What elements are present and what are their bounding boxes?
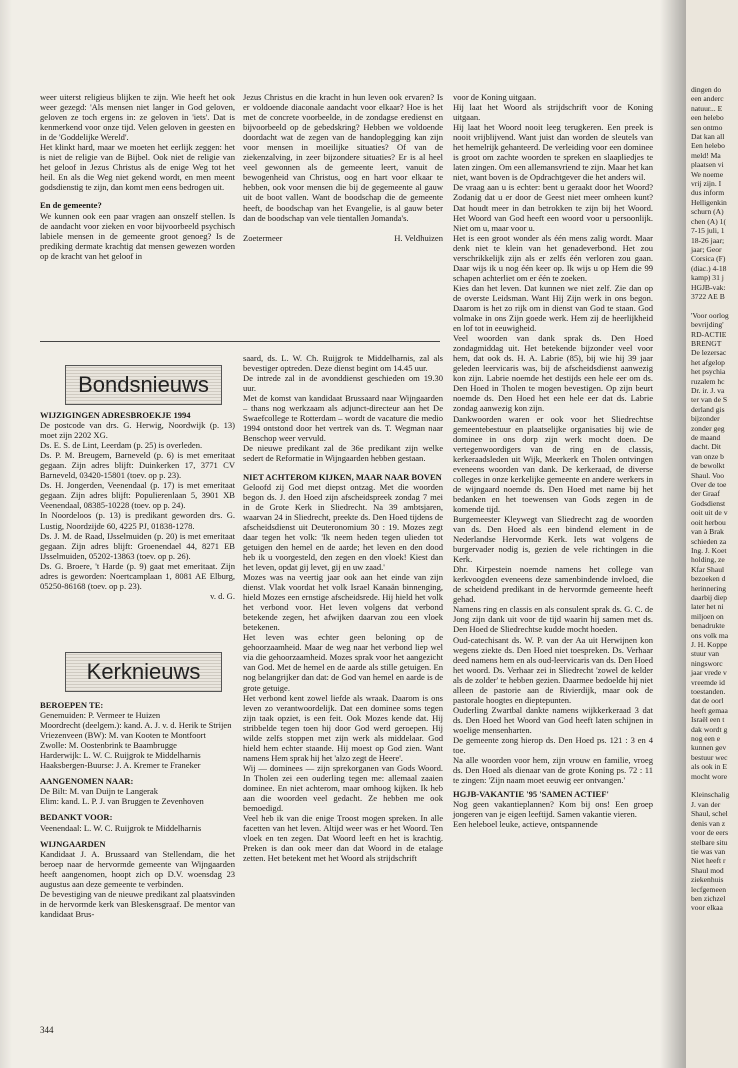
list-item: De Bilt: M. van Duijn te Langerak [40,786,158,797]
paragraph: Namens ring en classis en als consulent sprak ds. G. C. de Jong zijn dank uit voor de tijd waarin hij samen met ds. Den Hoed de Sliedrechtse kudde mocht hoeden. [453,604,653,635]
paragraph: Hij laat het Woord als strijdschrift voor de Koning uitgaan. [453,102,653,123]
facing-page-line: HGJB-vak: [691,282,726,292]
facing-page-line: Een helebo [691,141,725,151]
paragraph: Nog geen vakantieplannen? Kom bij ons! Een groep jongeren van je eigen leeftijd. Samen vakantie vieren. [453,799,653,820]
paragraph: Ouderling Zwartbal dankte namens wijkkerkeraad 3 dat ds. Den Hoed het Woord van God heeft laten schijnen in woelige mensenharten. [453,704,653,735]
paragraph: Hij laat het Woord nooit leeg terugkeren. Een preek is nooit vrijblijvend. Want juist dan worden de sleutels van het hemelrijk gehanteerd. De verleiding voor een dominee is groot om zachte woorden te spreken en slaapliedjes te laten zingen. Om een allemansvriend te zijn. Maar het kan niet, want boven is de Opdrachtgever die het anders wil. [453,122,653,183]
facing-page-text [691,85,738,913]
facing-page-line: bijzonder [691,414,720,424]
facing-page-line: ningsworc [691,658,723,668]
facing-page-line: Shaul. Voo [691,470,725,480]
facing-page-line: bevrijding' [691,320,724,330]
facing-page-line: Israël een t [691,715,725,725]
facing-page-line: een helebo [691,113,724,123]
facing-page-line: tie was van [691,846,726,856]
banner-title: Bondsnieuws [78,372,209,397]
list-item: Harderwijk: L. W. C. Ruijgrok te Middelharnis [40,750,201,761]
facing-page-line: 18-26 jaar; [691,235,725,245]
paragraph: Kandidaat J. A. Brussaard van Stellendam, die het beroep naar de hervormde gemeente van Wijngaarden heeft aangenomen, hoopt zich op D.V. woensdag 23 augustus aan deze gemeente te verbinden. [40,848,235,889]
paragraph: voor de Koning uitgaan. [453,92,537,102]
facing-page-line: ter van de S [691,395,728,405]
facing-page-line: voor de eers [691,828,729,838]
facing-page-line: Helligenkin [691,197,727,207]
kerknieuws-banner [65,652,222,692]
facing-page-line: (diac.) 4-18 [691,263,727,273]
facing-page-line: dat de oorl [691,696,724,706]
section-heading: BEROEPEN TE: [40,700,104,710]
facing-page-line: bestuur wec [691,752,728,762]
paragraph: Veel heb ik van die enige Troost mogen spreken. In alle facetten van het leven. Altijd weer was er het Woord. Ten vloek en ten zegen. Dat Woord leeft en het is krachtig. Preken is dan ook meer dan dat Woord in de etalage zetten. Het betekent met het Woord als strijdschrift [243,813,443,864]
facing-page-line: herinnering [691,583,727,593]
facing-page-line: De lezersac [691,348,727,358]
facing-page-line: chen (A) 1( [691,216,726,226]
signature-author: H. Veldhuizen [394,232,443,243]
paragraph: Het leven was echter geen beloning op de gehoorzaamheid. Maar de weg naar het verbond liep wel via die gehoorzaamheid. Mozes sprak voor het aangezicht van God. Met de hemel en de aarde als stille getuigen. En nog belangrijker dan dat: de God van hemel en aarde is de grote getuige. [243,632,443,693]
facing-page-line: jaar vrede v [691,668,727,678]
facing-page-line: als ook in E [691,762,728,772]
paragraph: Een heleboel leuke, actieve, ontspannende [453,819,598,830]
paragraph: Ds. G. Broere, 't Harde (p. 9) gaat met emeritaat. Zijn adres is geworden: Noertcamplaan 1, 8081 AE Elburg, 05250-86168 (toev. op p. 23). [40,560,235,591]
facing-page-line: van onze b [691,451,724,461]
facing-page-line: vrij zijn. I [691,179,722,189]
facing-page-line: 3722 AE B [691,291,725,301]
facing-page-line: dingen do [691,85,722,94]
section-heading: HGJB-VAKANTIE '95 'SAMEN ACTIEF' [453,789,609,800]
facing-page-line: vreemde id [691,677,725,687]
facing-page-line: Godsdienst [691,498,726,508]
facing-page-line: voor elkaa [691,903,723,913]
facing-page-line: J. van der [691,799,721,809]
facing-page-line: miljoen on [691,611,724,621]
paragraph: Wij — dominees — zijn sprekorganen van Gods Woord. In Tholen zei een ouderling tegen me: allemaal zaaien dominee. En niet achterom, maar omhoog kijken. Ik heb aan die woorden veel gedacht. Ze hebben me ook bemoedigd. [243,762,443,814]
facing-page-line: heeft gemaa [691,705,728,715]
section-heading: BEDANKT VOOR: [40,812,113,823]
paragraph: Ds. E. S. de Lint, Leerdam (p. 25) is overleden. [40,440,203,451]
facing-page-line: bezoeken d [691,574,726,584]
facing-page-line [691,781,738,790]
signature [243,233,443,243]
facing-page [686,0,738,1068]
facing-page-line: ruzalem hc [691,376,725,386]
facing-page-line: plaatsen vi [691,160,724,170]
paragraph: Na alle woorden voor hem, zijn vrouw en familie, vroeg ds. Den Hoed als dienaar van de grote Koning ps. 72 : 11 te zingen: 'Zijn naam moet eeuwig eer ontvangen.' [453,755,653,786]
paragraph: De gemeente zong hierop ds. Den Hoed ps. 121 : 3 en 4 toe. [453,735,653,756]
facing-page-line: J. H. Koppe [691,639,728,649]
facing-page-line: BRENGT [691,338,722,348]
facing-page-line: ooit herbou [691,517,726,527]
bondsnieuws-section [40,410,235,601]
paragraph: We kunnen ook een paar vragen aan onszelf stellen. Is de aandacht voor zieken en voor bijvoorbeeld psychisch labiele mensen in de gemeente groot genoeg? Is de prediking dermate krachtig dat mensen gewezen worden op de kracht van het geloof in [40,210,235,261]
paragraph: Mozes was na veertig jaar ook aan het einde van zijn dienst. Vlak voordat het volk Israel Kanaän binnenging, hield Mozes een ernstige afscheidsrede. Hij hield het volk het verbond voor. Het leven volgens dat verbond betekende zegen, het afwijken daarvan zou een vloek betekenen. [243,571,443,633]
kerknieuws-section [40,700,235,919]
facing-page-line: jaar; Geor [691,244,722,254]
facing-page-line: de bewolkt [691,461,725,471]
paragraph: Het is een groot wonder als één mens zalig wordt. Maar denk niet te klein van het genadeverbond. Het zou verschrikkelijk zijn als er zelfs één verloren zou gaan. Daar wijs ik u nog één keer op. Ik wijs u op Hem die 99 schapen achterliet om er één te zoeken. [453,232,653,283]
paragraph: Ds. H. Jongerden, Veenendaal (p. 17) is met emeritaat gegaan. Zijn adres blijft: Populierenlaan 5, 3901 XB Veenendaal, 08385-10228 (toev. op p. 24). [40,480,235,511]
facing-page-line: sen ontmo [691,122,723,132]
facing-page-line: Shaul mod [691,865,724,875]
facing-page-line: ben zichzel [691,893,726,903]
facing-page-line: 'Voor oorlog [691,310,729,320]
facing-page-line: lecfgemeen [691,884,726,894]
facing-page-line: kamp) 31 j [691,273,724,283]
column-2-bottom [243,353,443,863]
horizontal-divider [40,341,440,342]
page-number: 344 [40,1025,54,1035]
paragraph: Het verbond kent zowel liefde als wraak. Daarom is ons leven zo verantwoordelijk. Dat een dominee soms tegen zijn taak opziet, is een feit. Ook Mozes kende dat. Hij stribbelde tegen toen hij door God werd geroepen. Hij wilde zelfs stoppen met zijn werk als middelaar. God hield hem echter staande. Hij moest op God zien. Want namens Hem sprak hij het 'alzo zegt de Heere'. [243,692,443,763]
facing-page-line: Kleinschalig [691,790,730,800]
facing-page-line: natuur... E [691,103,723,113]
page-edge-shadow [0,0,12,1068]
facing-page-line: Niet heeft r [691,856,726,866]
paragraph: De bevestiging van de nieuwe predikant zal plaatsvinden in de hervormde kerk van Bleskensgraaf. De mentor van kandidaat Brus- [40,888,235,919]
section-heading: WIJNGAARDEN [40,838,106,849]
paragraph: saard, ds. L. W. Ch. Ruijgrok te Middelharnis, zal als bevestiger optreden. Deze dienst begint om 14.45 uur. [243,353,443,374]
list-item: Veenendaal: L. W. C. Ruijgrok te Middelharnis [40,822,202,833]
facing-page-line: mocht wore [691,771,728,781]
facing-page-line: schurn (A) [691,207,724,217]
paragraph: Jezus Christus en die kracht in hun leven ook ervaren? Is er voldoende diaconale aandacht voor elkaar? Hoe is het met de concrete voorbeelde, in de zondagse eredienst en bijvoorbeeld op de gebedskring? Hebben we voldoende doordacht wat de zegen van de handoplegging kan zijn voor mensen in moeilijke situaties? Of van de ziekenzalving, in zeer bijzondere situaties? Er is al heel veel gewonnen als de gemeente leert, vanuit de bewogenheid van Christus, oog en hart voor elkaar te hebben, ook voor mensen die bij de gegemeente al gauw uit de boot vallen. Want de boodschap die de gemeente heeft, de boodschap van het Evangelie, is al gauw beter dan de boodschap van vele tientallen Jomanda's. [243,92,443,223]
list-item: Vriezenveen (BW): M. van Kooten te Montfoort [40,730,206,741]
paragraph: Ds. J. M. de Raad, IJsselmuiden (p. 20) is met emeritaat gegaan. Zijn adres blijft: Groenendael 44, 8271 EB IJsselmuiden, 05202-13863 (toev. op p. 26). [40,530,235,561]
paragraph: De intrede zal in de avonddienst geschieden om 19.30 uur. [243,373,443,394]
paragraph: weer uiterst religieus blijken te zijn. Wie heeft het ook weer gezegd: 'Als mensen niet langer in God geloven, geloven ze toch ergens in: ze geloven in 'iets'. Dat is kenmerkend voor onze tijd. Velen geloven in geesten en in de 'Goddelijke Wereld'. [40,92,235,143]
facing-page-line: een anderc [691,94,724,104]
facing-page-line: holding, ze [691,555,725,565]
facing-page-line: Kfar Shaul [691,564,725,574]
facing-page-line: dak wordt g [691,724,728,734]
paragraph: In Noordeloos (p. 13) is predikant geworden drs. G. Lustig, Noordzijde 60, 4225 PJ, 01838-1278. [40,510,235,531]
list-item: Genemuiden: P. Vermeer te Huizen [40,710,161,721]
facing-page-line: Dr. ir. J. va [691,386,725,395]
list-item: Moordrecht (deelgem.): kand. A. J. v. d. Herik te Strijen [40,720,232,731]
facing-page-line: benadrukte [691,621,725,631]
paragraph: De nieuwe predikant zal de 36e predikant zijn welke sedert de Reformatie in Wijngaarden hebben gestaan. [243,443,443,464]
facing-page-line: ooit uit de v [691,508,728,518]
section-heading: WIJZIGINGEN ADRESBROEKJE 1994 [40,410,191,420]
facing-page-line: schieden za [691,536,727,546]
facing-page-line: zonder geg [691,423,725,433]
list-item: Elim: kand. L. P. J. van Bruggen te Zevenhoven [40,796,204,807]
section-heading: NIET ACHTEROM KIJKEN, MAAR NAAR BOVEN [243,471,442,482]
paragraph: Burgemeester Kleywegt van Sliedrecht zag de woorden van ds. Den Hoed als een bindend element in de Nederlandse Hervormde Kerk. Iets wat volgens de burgervader nodig is, gezien de vele richtingen in die Kerk. [453,513,653,565]
facing-page-line: Corsica (F) [691,254,726,264]
facing-page-line: toestanden. [691,687,726,696]
facing-page-line: daarbij diep [691,592,728,602]
paragraph: De postcode van drs. G. Herwig, Noordwijk (p. 13) moet zijn 2202 XG. [40,420,235,441]
binding-gutter [660,0,686,1068]
section-heading: AANGENOMEN NAAR: [40,776,134,787]
facing-page-line: nog een e [691,734,721,744]
facing-page-line: later het ni [691,602,724,612]
facing-page-line: der Graaf [691,489,720,499]
facing-page-line: Dat kan all [691,132,725,142]
paragraph: Veel woorden van dank sprak ds. Den Hoed zondagmiddag uit. Het betekende bijzonder veel voor hem, dat ook ds. H. A. Labrie (85), bij wie hij 39 jaar geleden leervicaris was, bij de afscheidsdienst aanwezig kon zijn. Labrie noemde het destijds een hele eer om ds. Den Hoed in Tholen te mogen bevestigen. Op zijn beurt noemde ds. Den Hoed het een hele eer dat ds. Labrie zondag aanwezig kon zijn. [453,333,653,414]
paragraph: Geloofd zij God met diepst ontzag. Met die woorden begon ds. J. den Hoed zijn afscheidspreek zondag 7 mei in de Grote Kerk in Sliedrecht. Na 39 ambtsjaren, waarvan 24 in Sliedrecht, preekte ds. Den Hoed tijdens de afscheidsdienst uit Deuteronomium 30 : 19. Mozes zegt daar tegen het volk: 'Ik neem heden tegen ulieden tot getuigen den hemel en de aarde; het leven en den dood heb ik u voorgesteld, den zegen en den vloek! Kiest dan het leven, opdat gij levet, gij en uw zaad.' [243,481,443,572]
signature: v. d. G. [210,590,235,601]
signature-place: Zoetermeer [243,232,283,243]
paragraph: Ds. P. M. Breugem, Barneveld (p. 6) is met emeritaat gegaan. Zijn adres blijft: Duinkerken 17, 3771 CV Barneveld, 03420-15801 (toev. op p. 23). [40,450,235,481]
paragraph: Oud-catechisant ds. W. P. van der Aa uit Herwijnen kon wegens ziekte ds. Den Hoed niet toespreken. Ds. Verhaar deed namens hem en als oud-leervicaris van ds. Den Hoed het woord. Ds. Verhaar zei in Sliedrecht 'zowel de kelder als de zolder' te hebben gezien. Daarmee bedoelde hij niet alleen de pastorie aan de Rivierdijk, maar ook de pastorale hoogtes en dieptepunten. [453,634,653,705]
paragraph: Dhr. Kirpestein noemde namens het college van kerkvoogden eveneens deze samenbindende invloed, die de scheidend predikant in de hervormde gemeente heeft gehad. [453,564,653,605]
facing-page-line: stelbare situ [691,837,728,847]
facing-page-line [691,301,738,310]
facing-page-line: Over de toe [691,480,727,490]
paragraph: De vraag aan u is echter: bent u geraakt door het Woord? Zodanig dat u er door de Geest niet meer omheen kunt? Dat houdt meer in dan betrokken te zijn bij het Woord. Het Woord van God heeft een woord voor u persoonlijk. Niet om u, maar voor u. [453,182,653,233]
paragraph: Met de komst van kandidaat Brussaard naar Wijngaarden – thans nog werkzaam als adjunct-directeur aan het De Swaefcollege te Rotterdam – wordt de vacature die medio 1994 ontstond door het vertrek van ds. T. Wegman naar Benschop weer vervuld. [243,393,443,444]
column-2-top [243,92,443,243]
facing-page-line: de maand [691,433,721,443]
banner-title: Kerknieuws [86,659,201,684]
list-item: Haaksbergen-Buurse: J. A. Kremer te Franeker [40,760,201,771]
facing-page-line: het psychia [691,367,726,377]
paragraph: Dankwoorden waren er ook voor het Sliedrechtse gemeentebestuur en plaatselijke organisaties bij wie de dominee in ons dorp zijn werk mocht doen. De vertegenwoordigers van de ring en de classis, kerkeraadsleden uit Wijk, Meerkerk en Tholen ontvingen eveneens woorden van dank. De kerkeraad, de diverse colleges in onze kerkelijke gemeente en andere werkers in de wijngaard noemde ds. Den Hoed met name bij het bedanken en het toewensen van Gods zegen in de komende tijd. [453,413,653,514]
facing-page-line: Ing. J. Koet [691,545,727,555]
paragraph: Het klinkt hard, maar we moeten het eerlijk zeggen: het is niet de religie van de Bijbel. Ook niet de religie van het geloof in Jezus Christus als de enige Weg tot het heil. En als die Weg niet gekend wordt, en men meent godsdienstig te zijn, dan komt men eens bedrogen uit. [40,142,235,193]
facing-page-line: ons volk ma [691,630,729,640]
facing-page-line: Shaul, schel [691,809,728,819]
facing-page-line: dacht. Dit [691,442,721,452]
bondsnieuws-banner [65,365,222,405]
column-1-top [40,92,235,261]
facing-page-line: denis van z [691,818,726,828]
section-heading: En de gemeente? [40,200,102,211]
facing-page-line: RD-ACTIE [691,329,727,339]
facing-page-line: 7-15 juli, 1 [691,226,725,236]
facing-page-line: dus inform [691,188,725,198]
facing-page-line: van à Brak [691,527,724,537]
facing-page-line: ziekenhuis [691,875,724,885]
facing-page-line: het afgelop [691,357,725,367]
list-item: Zwolle: M. Oostenbrink te Baambrugge [40,740,177,751]
facing-page-line: We noeme [691,169,724,179]
facing-page-line: derland gis [691,404,725,414]
paragraph: Kies dan het leven. Dat kunnen we niet zelf. Zie dan op de overste Leidsman. Want Hij Zijn werk in ons begon. Daarom is het zo rijk om in dienst van God te staan. God volmake in ons Zijn goede werk. Hem zij de heerlijkheid en lof tot in eeuwigheid. [453,282,653,334]
column-3 [453,92,653,829]
facing-page-line: meld! Ma [691,150,721,160]
facing-page-line: stuur van [691,649,720,659]
facing-page-line: kunnen gev [691,743,727,753]
